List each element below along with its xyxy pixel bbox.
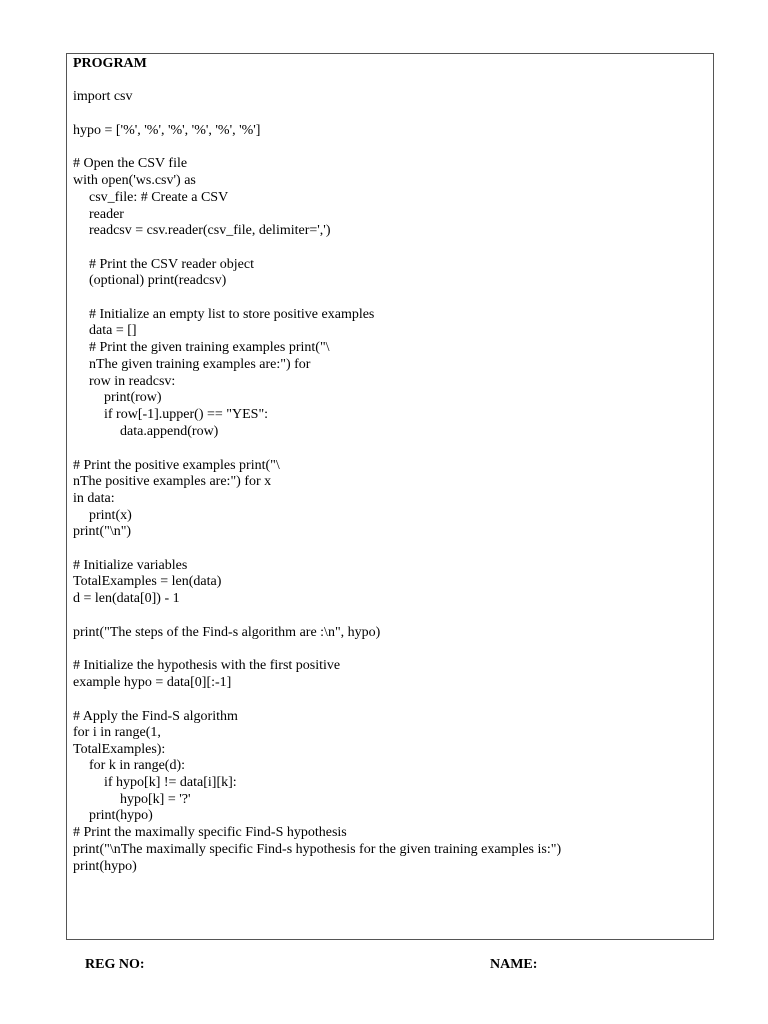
code-line: nThe given training examples are:") for [89,357,311,372]
code-line: if hypo[k] != data[i][k]: [104,775,237,790]
code-line: d = len(data[0]) - 1 [73,591,180,606]
code-line: TotalExamples): [73,742,166,757]
code-line: # Initialize variables [73,558,188,573]
code-line: if row[-1].upper() == "YES": [104,407,269,422]
code-line: nThe positive examples are:") for x [73,474,272,489]
code-line: print(hypo) [89,808,153,823]
code-line: csv_file: # Create a CSV [89,190,229,205]
reg-no-label: REG NO: [85,957,145,972]
code-line: # Open the CSV file [73,156,188,171]
code-line: # Print the maximally specific Find-S hypothesis [73,825,347,840]
code-line: in data: [73,491,115,506]
code-line: reader [89,207,124,222]
code-line: # Apply the Find-S algorithm [73,709,238,724]
code-line: # Initialize an empty list to store positive examples [89,307,375,322]
code-line: # Print the positive examples print("\ [73,458,280,473]
code-line: # Print the given training examples print("\ [89,340,330,355]
code-line: TotalExamples = len(data) [73,574,222,589]
code-line: print(row) [104,390,162,405]
code-line: hypo[k] = '?' [120,792,191,807]
code-line: for i in range(1, [73,725,161,740]
code-line: row in readcsv: [89,374,176,389]
code-line: print("\nThe maximally specific Find-s hypothesis for the given training examples is:") [73,842,562,857]
code-line: print(x) [89,508,132,523]
code-line: data.append(row) [120,424,219,439]
code-line: readcsv = csv.reader(csv_file, delimiter=',') [89,223,331,238]
code-line: with open('ws.csv') as [73,173,196,188]
code-line: import csv [73,89,133,104]
code-line: (optional) print(readcsv) [89,273,227,288]
code-line: print("The steps of the Find-s algorithm are :\n", hypo) [73,625,381,640]
name-label: NAME: [490,957,538,972]
code-line: hypo = ['%', '%', '%', '%', '%', '%'] [73,123,261,138]
code-line: data = [] [89,323,137,338]
code-line: # Initialize the hypothesis with the first positive [73,658,341,673]
code-line: example hypo = data[0][:-1] [73,675,232,690]
code-line: # Print the CSV reader object [89,257,254,272]
program-heading: PROGRAM [73,56,147,71]
code-line: print(hypo) [73,859,137,874]
code-line: for k in range(d): [89,758,186,773]
code-line: print("\n") [73,524,132,539]
